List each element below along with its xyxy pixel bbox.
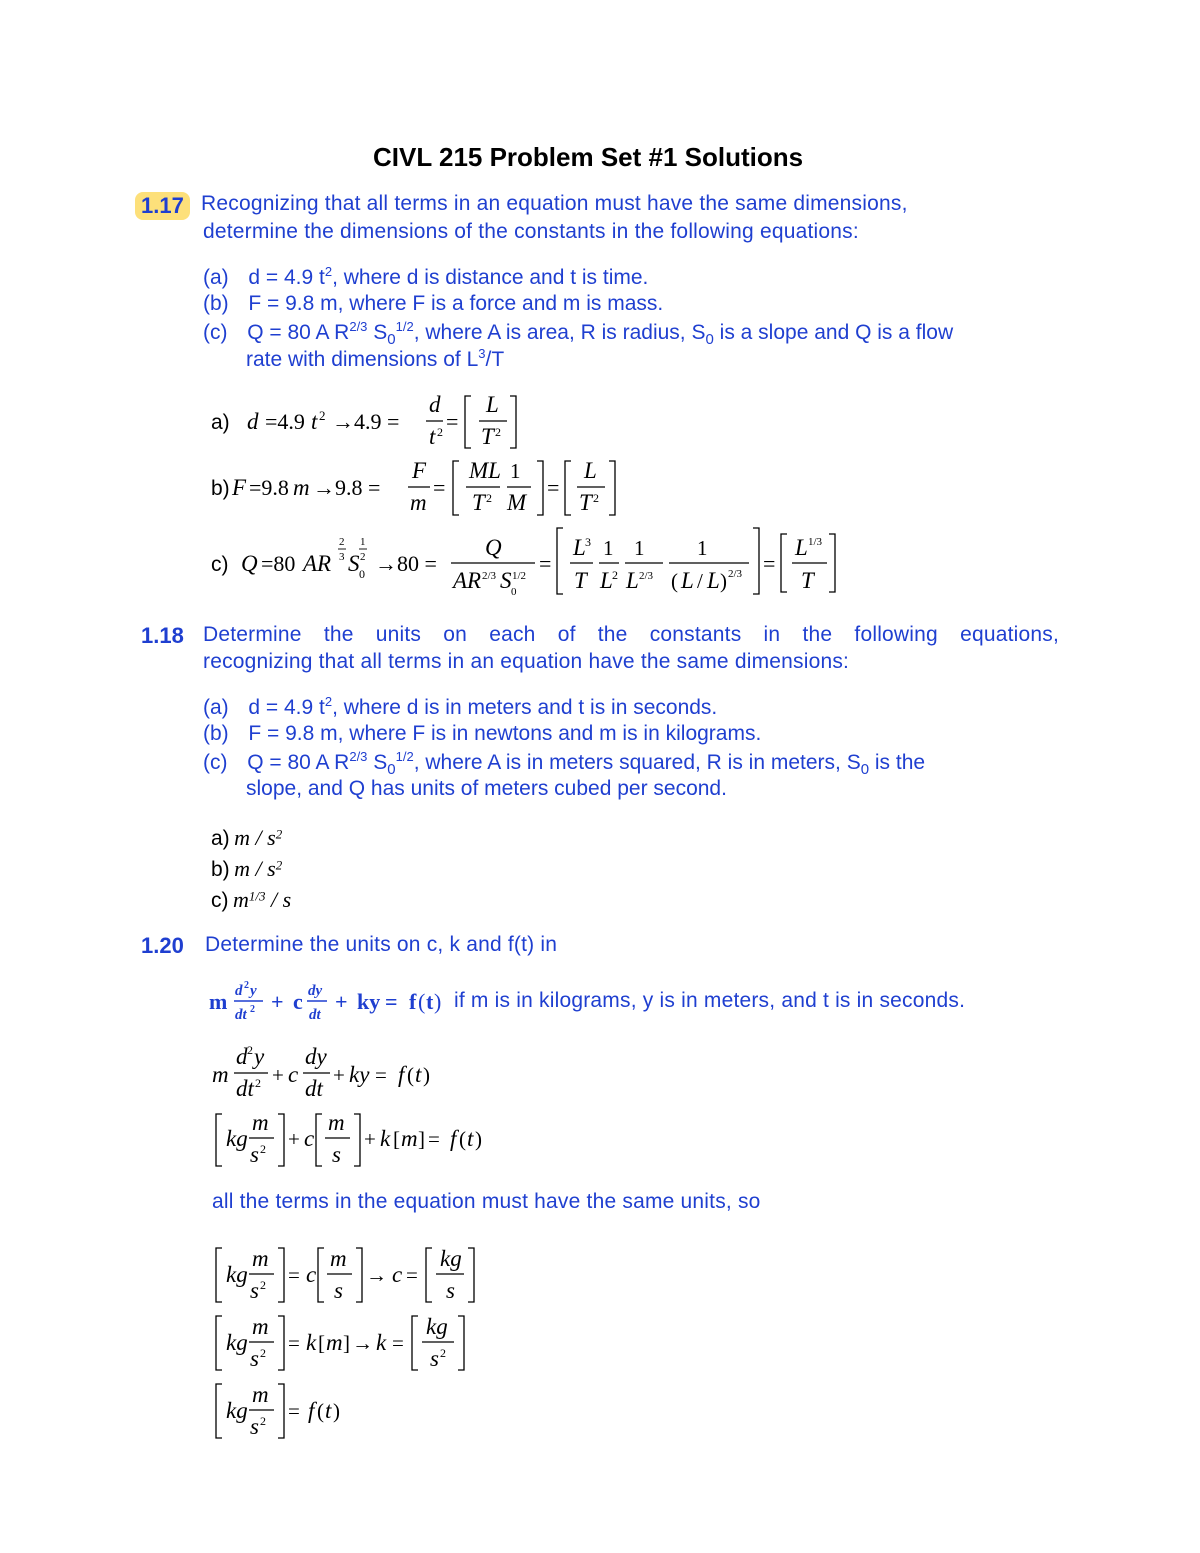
svg-text:dt: dt <box>309 1007 321 1023</box>
svg-text:1: 1 <box>510 459 521 483</box>
svg-text:=9.8: =9.8 <box>249 475 289 500</box>
svg-text:2: 2 <box>593 491 599 505</box>
svg-text:m: m <box>252 1314 269 1339</box>
svg-text:t: t <box>426 989 434 1014</box>
equation-1-20-ode <box>208 1040 468 1102</box>
equation-1-20-f <box>208 1380 408 1442</box>
svg-text:t: t <box>415 1062 422 1087</box>
problem-1-17-item-c-line-2: rate with dimensions of $L^3/T$ <box>246 346 505 371</box>
svg-text:L: L <box>600 568 613 593</box>
svg-text:t: t <box>325 1398 332 1423</box>
svg-text:d: d <box>236 1044 248 1069</box>
svg-text:d: d <box>429 392 441 417</box>
svg-text:a): a) <box>211 411 230 434</box>
svg-text:(: ( <box>671 569 678 593</box>
svg-text:dy: dy <box>308 983 323 999</box>
svg-text:T: T <box>574 568 587 593</box>
svg-text:]: ] <box>343 1331 350 1355</box>
svg-text:dt: dt <box>235 1007 247 1023</box>
svg-text:2: 2 <box>247 1043 253 1057</box>
svg-text:F: F <box>232 475 247 500</box>
svg-text:1/2: 1/2 <box>512 570 527 582</box>
svg-text:+: + <box>364 1127 376 1151</box>
svg-text:m: m <box>293 475 310 500</box>
svg-text:2: 2 <box>440 1346 446 1360</box>
svg-text:f: f <box>308 1398 315 1423</box>
problem-number-1-17: 1.17 <box>135 192 190 220</box>
svg-text:T: T <box>801 568 814 593</box>
svg-text:m: m <box>252 1246 269 1271</box>
svg-text:): ) <box>434 989 442 1014</box>
svg-text:kg: kg <box>226 1126 248 1151</box>
svg-text:m: m <box>401 1126 418 1151</box>
svg-text:dt: dt <box>236 1076 254 1101</box>
svg-text:→: → <box>352 1331 373 1355</box>
page-title: CIVL 215 Problem Set #1 Solutions <box>373 142 804 172</box>
svg-text:=: = <box>392 1331 404 1355</box>
svg-text:=: = <box>288 1263 300 1287</box>
answer-1-18-c: c) $m^{1/3}$ / s <box>211 887 292 912</box>
svg-text:L: L <box>707 568 720 593</box>
svg-text:m: m <box>212 1062 229 1087</box>
svg-text:=: = <box>288 1331 300 1355</box>
problem-1-17-line-1: Recognizing that all terms in an equation must have the same dimensions, <box>201 192 908 215</box>
svg-text:(: ( <box>407 1063 414 1087</box>
problem-1-20-conclusion: all the terms in the equation must have the same units, so <box>212 1190 761 1213</box>
problem-1-17-item-c: (c) Q = 80 A $R^{2/3}$ $S_0^{1/2}$, where A is area, R is radius, $S_0$ is a slope and Q is a flow <box>203 319 954 349</box>
svg-text:L: L <box>573 535 586 560</box>
svg-text:T: T <box>579 490 592 515</box>
svg-text:ky: ky <box>349 1062 370 1087</box>
svg-text:3: 3 <box>339 551 345 563</box>
svg-text:=: = <box>446 409 459 434</box>
svg-text:s: s <box>250 1142 259 1167</box>
problem-1-17-line-2: determine the dimensions of the constants in the following equations: <box>203 220 859 243</box>
svg-text:+: + <box>272 1063 284 1087</box>
problem-1-17-item-b: (b) F = 9.8 m, where F is a force and m is mass. <box>203 292 664 315</box>
svg-text:c: c <box>293 989 303 1014</box>
equation-1-17-a <box>205 390 535 452</box>
svg-text:kg: kg <box>226 1262 248 1287</box>
problem-number-1-20: 1.20 <box>141 933 184 958</box>
svg-text:c: c <box>392 1262 403 1287</box>
svg-text:): ) <box>720 569 727 593</box>
svg-text:kg: kg <box>226 1330 248 1355</box>
svg-text:2: 2 <box>319 408 326 423</box>
svg-text:ky: ky <box>357 989 381 1014</box>
svg-text:s: s <box>250 1414 259 1439</box>
svg-text:kg: kg <box>440 1246 462 1271</box>
svg-text:kg: kg <box>426 1314 448 1339</box>
problem-1-18-line-2: recognizing that all terms in an equation have the same dimensions: <box>203 650 850 673</box>
svg-text:k: k <box>380 1126 391 1151</box>
svg-text:=: = <box>547 475 560 500</box>
svg-text:c: c <box>288 1062 299 1087</box>
svg-text:2: 2 <box>486 491 492 505</box>
svg-text:=: = <box>433 475 446 500</box>
svg-text:y: y <box>254 1044 265 1069</box>
svg-text:=: = <box>375 1063 387 1087</box>
svg-text:s: s <box>250 1278 259 1303</box>
svg-text:m: m <box>410 490 427 515</box>
svg-text:[: [ <box>393 1127 400 1151</box>
problem-1-18-item-b: (b) F = 9.8 m, where F is in newtons and m is in kilograms. <box>203 722 762 745</box>
svg-text:ML: ML <box>469 458 501 483</box>
svg-text:1: 1 <box>634 536 645 560</box>
svg-text:m: m <box>326 1330 343 1355</box>
svg-text:k: k <box>306 1330 317 1355</box>
svg-text:s: s <box>446 1278 455 1303</box>
svg-text:t: t <box>467 1126 474 1151</box>
svg-text:2: 2 <box>260 1278 266 1292</box>
svg-text:s: s <box>334 1278 343 1303</box>
svg-text:=: = <box>539 551 552 576</box>
svg-text:→: → <box>366 1263 387 1287</box>
svg-text:m: m <box>252 1382 269 1407</box>
svg-text:(: ( <box>418 989 426 1014</box>
svg-text:+: + <box>333 1063 345 1087</box>
svg-text:2: 2 <box>255 1076 261 1090</box>
svg-text:AR: AR <box>303 551 332 576</box>
svg-text:+: + <box>288 1127 300 1151</box>
equation-1-17-c <box>205 522 845 600</box>
svg-text:2: 2 <box>495 425 501 439</box>
svg-text:AR: AR <box>453 568 482 593</box>
svg-text:f: f <box>409 989 417 1014</box>
problem-number-1-18: 1.18 <box>141 623 184 648</box>
svg-text:2/3: 2/3 <box>728 568 743 580</box>
svg-text:S: S <box>348 551 360 576</box>
svg-text:→4.9 =: →4.9 = <box>332 409 400 434</box>
problem-1-18-item-c-line-2: slope, and Q has units of meters cubed per second. <box>246 777 727 800</box>
svg-text:S: S <box>500 568 512 593</box>
svg-text:dy: dy <box>305 1044 327 1069</box>
svg-text:s: s <box>332 1142 341 1167</box>
svg-text:s: s <box>250 1346 259 1371</box>
svg-text:2: 2 <box>244 980 249 991</box>
equation-1-20-c <box>208 1244 508 1306</box>
svg-text:=: = <box>385 989 398 1014</box>
svg-text:M: M <box>507 490 527 515</box>
svg-text:2: 2 <box>260 1414 266 1428</box>
svg-text:T: T <box>481 424 494 449</box>
answer-1-18-a: a) m / $s^2$ <box>211 825 283 850</box>
problem-1-18-item-c: (c) Q = 80 A $R^{2/3}$ $S_0^{1/2}$, where A is in meters squared, R is in meters, $S_0$ is the <box>203 749 926 779</box>
problem-1-17-item-a: (a) d = 4.9 $t^2$, where d is distance and t is time. <box>203 264 649 289</box>
svg-text:=: = <box>763 551 776 576</box>
svg-text:L: L <box>626 568 639 593</box>
svg-text:m: m <box>328 1110 345 1135</box>
svg-text:F: F <box>412 458 427 483</box>
svg-text:1: 1 <box>360 536 366 548</box>
svg-text:L: L <box>795 535 808 560</box>
svg-text:): ) <box>475 1127 482 1151</box>
svg-text:1/3: 1/3 <box>808 536 823 548</box>
svg-text:=4.9: =4.9 <box>265 409 305 434</box>
answer-1-18-b: b) m / $s^2$ <box>211 856 283 881</box>
svg-text:1: 1 <box>697 536 708 560</box>
svg-text:2: 2 <box>260 1142 266 1156</box>
equation-1-20-units <box>208 1108 508 1170</box>
svg-text:k: k <box>376 1330 387 1355</box>
svg-text:y: y <box>250 983 257 999</box>
svg-text:Q: Q <box>485 535 502 560</box>
svg-text:/: / <box>697 569 703 593</box>
equation-1-17-b <box>205 457 625 519</box>
svg-text:(: ( <box>459 1127 466 1151</box>
svg-text:m: m <box>330 1246 347 1271</box>
svg-text:(: ( <box>317 1399 324 1423</box>
problem-1-20-equation-condition: if m is in kilograms, y is in meters, and t is in seconds. <box>454 989 966 1012</box>
svg-text:t: t <box>429 424 436 449</box>
svg-text:d: d <box>247 409 259 434</box>
svg-text:=: = <box>288 1399 300 1423</box>
equation-1-20-k <box>208 1312 508 1374</box>
svg-text:2/3: 2/3 <box>639 570 654 582</box>
svg-text:2/3: 2/3 <box>482 570 497 582</box>
svg-text:1: 1 <box>603 536 614 560</box>
svg-text:L: L <box>486 392 499 417</box>
svg-text:+: + <box>271 989 284 1014</box>
problem-1-20-line-1: Determine the units on c, k and f(t) in <box>205 933 558 956</box>
svg-text:Q: Q <box>241 551 258 576</box>
problem-1-20-equation <box>207 978 457 1028</box>
svg-text:dt: dt <box>305 1076 323 1101</box>
svg-text:2: 2 <box>339 536 345 548</box>
svg-text:m: m <box>209 989 228 1014</box>
svg-text:=: = <box>428 1127 440 1151</box>
svg-text:s: s <box>430 1346 439 1371</box>
svg-text:d: d <box>235 983 243 999</box>
svg-text:0: 0 <box>511 586 517 598</box>
svg-text:): ) <box>333 1399 340 1423</box>
svg-text:m: m <box>252 1110 269 1135</box>
svg-text:2: 2 <box>250 1004 255 1015</box>
svg-text:→80 =: →80 = <box>375 551 437 576</box>
svg-text:f: f <box>450 1126 457 1151</box>
svg-text:b): b) <box>211 477 230 500</box>
item-label: (a) <box>203 266 229 289</box>
problem-1-18-line-1: Determine the units on each of the constants in the following equations, <box>203 623 1059 646</box>
problem-1-18-item-a: (a) d = 4.9 $t^2$, where d is in meters and t is in seconds. <box>203 694 718 719</box>
svg-text:[: [ <box>318 1331 325 1355</box>
svg-text:c: c <box>306 1262 317 1287</box>
svg-text:2: 2 <box>437 425 443 439</box>
svg-text:]: ] <box>418 1127 425 1151</box>
svg-text:3: 3 <box>585 535 591 549</box>
svg-text:=: = <box>406 1263 418 1287</box>
svg-text:2: 2 <box>260 1346 266 1360</box>
svg-text:T: T <box>472 490 485 515</box>
svg-text:): ) <box>423 1063 430 1087</box>
svg-text:c): c) <box>211 553 229 576</box>
svg-text:=80: =80 <box>261 551 296 576</box>
svg-text:t: t <box>311 409 318 434</box>
svg-text:L: L <box>584 458 597 483</box>
svg-text:2: 2 <box>612 568 618 582</box>
svg-text:0: 0 <box>359 567 365 581</box>
svg-text:f: f <box>398 1062 405 1087</box>
svg-text:L: L <box>681 568 694 593</box>
svg-text:→9.8 =: →9.8 = <box>313 475 381 500</box>
svg-text:kg: kg <box>226 1398 248 1423</box>
svg-text:2: 2 <box>360 551 366 563</box>
svg-text:+: + <box>335 989 348 1014</box>
svg-text:c: c <box>304 1126 315 1151</box>
